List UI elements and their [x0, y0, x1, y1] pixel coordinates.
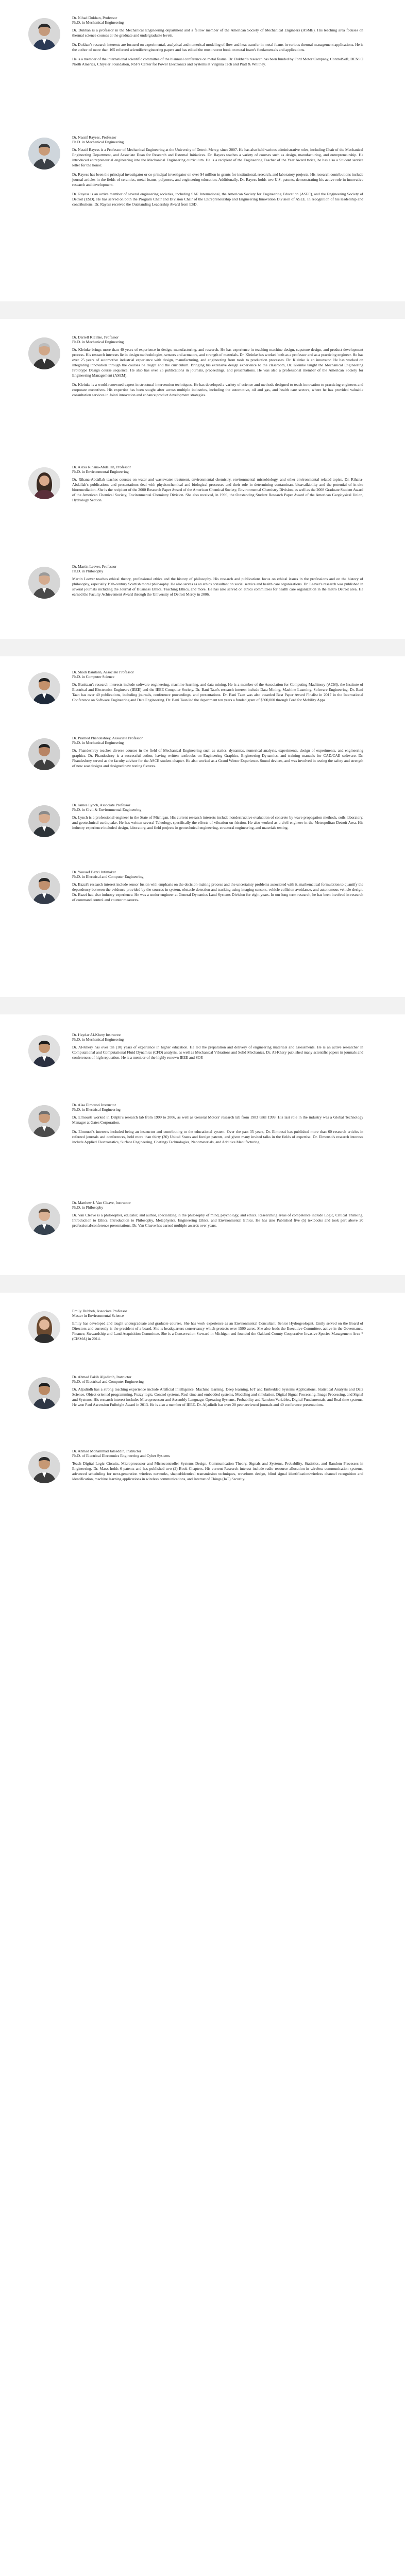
faculty-degree: Ph.D. in Civil & Environmental Engineering — [72, 807, 142, 812]
avatar — [28, 1203, 60, 1235]
section-divider — [0, 639, 405, 656]
faculty-degree: Ph.D. in Mechanical Engineering — [72, 740, 124, 745]
faculty-degree: Ph.D. in Mechanical Engineering — [72, 1037, 124, 1042]
faculty-name: Dr. Ahmad Fakih Aljadirdh, Instructor — [72, 1375, 131, 1379]
bio-paragraph: Emily has developed and taught undergraduate and graduate courses. She has work experience as an Environmental Consultant, Senior Hydrogeologist. Emily served on the Board of Directors and currently is the president of a board. She is headquarters conservancy which protects over 1500 acres. She also leads the Executive Committee, active in the Governance, Finance, Stewardship and Land Acquisition Committee. She is a Conservation Steward in Michigan and founded the Oakland County Cooperative Invasive Species Management Area *(CISMA) in 2014. — [72, 1321, 363, 1341]
faculty-bio — [72, 1461, 363, 1482]
faculty-bio — [72, 1321, 363, 1342]
faculty-degree: Ph.D. of Electrical Electronics Engineering and Cyber Systems — [72, 1453, 170, 1458]
faculty-degree: Ph.D. in Philosophy — [72, 569, 104, 573]
faculty-name: Emily Dubbeh, Associate Professor — [72, 1309, 127, 1313]
section-divider — [0, 1275, 405, 1293]
faculty-info — [72, 135, 363, 211]
faculty-bio — [72, 347, 363, 398]
faculty-degree: Master in Environmental Science — [72, 1313, 124, 1318]
faculty-name: Dr. Alexa Rihana-Abdallah, Professor — [72, 465, 131, 469]
bio-paragraph: Dr. Banitaan's research interests include software engineering, machine learning, and data mining. He is a member of the Association for Computing Machinery (ACM), the Institute of Electrical and Electronics Engineers (IEEE) and the IEEE Computer Society. Dr. Bani Taan's research interest include Data Mining, Machine Learning, Software Engineering. Dr. Bani Taan has over 40 publications, including journals, conference proceedings, and presentations. Dr. Bani Taan was also awarded Best Paper Award Finalist in 2017 in the International Conference on Software Engineering and Data Engineering. Dr. Bani Taan led the department ten years a funded grant of $300,000 through Ford for Mobility Apps. — [72, 682, 363, 702]
faculty-info — [72, 870, 363, 907]
avatar — [28, 1105, 60, 1137]
faculty-info — [72, 335, 363, 402]
faculty-degree: Ph.D. in Computer Science — [72, 674, 114, 679]
faculty-name: Dr. Pramod Phandeshrey, Associate Professor — [72, 736, 143, 740]
section-divider — [0, 301, 405, 319]
faculty-bio — [72, 577, 363, 597]
faculty-degree: Ph.D. in Mechanical Engineering — [72, 140, 124, 144]
faculty-info — [72, 15, 363, 71]
faculty-bio — [72, 748, 363, 769]
faculty-bio — [72, 28, 363, 67]
section-divider — [0, 997, 405, 1014]
faculty-name: Dr. Nassif Rayess, Professor — [72, 135, 116, 140]
bio-paragraph: Dr. Nassif Rayess is a Professor of Mechanical Engineering at the University of Detroit Mercy, since 2007. He has also held various administrative roles, including Chair of the Mechanical Engineering Department, and Associate Dean for Research and External Initiatives. Dr. Rayess teaches a variety of courses such as design, manufacturing, and entrepreneurship. He introduced entrepreneurial engineering into the Mechanical Engineering curriculum. He is a recipient of the Engineering Teacher of the Year Award twice, he has also a Student service letter for the honor. — [72, 147, 363, 167]
faculty-name: Dr. Darrell Kleinke, Professor — [72, 335, 119, 340]
avatar — [28, 18, 60, 50]
bio-paragraph: Dr. Rayess has been the principal investigator or co-principal investigator on over $4 million in grants for institutional, research, and laboratory projects. His research contributions include journal articles in the fields of ceramics, metal foams, polymers, and engineering education. Additionally, Dr. Rayess holds two U.S. patents, demonstrating his active role in innovative research and development. — [72, 172, 363, 187]
bio-paragraph: Dr. Elmousti worked in Delphi's research lab from 1999 to 2006, as well as General Motors' research lab from 1983 until 1999. His last role in the industry was a Global Technology Manager at Gates Corporation. — [72, 1115, 363, 1125]
bio-paragraph: Dr. Dukhan's research interests are focused on experimental, analytical and numerical modeling of flow and heat transfer in metal foams in various thermal management applications. He is the author of more than 165 refereed scientific/engineering papers and has edited the most recent book on metal foam's fundamentals and applications. — [72, 42, 363, 52]
faculty-degree: Ph.D. in Environmental Engineering — [72, 469, 129, 474]
faculty-name: Dr. Ahmad Mohammad Jalaeddin, Instructor — [72, 1449, 142, 1453]
avatar — [28, 1377, 60, 1409]
bio-paragraph: Dr. Bazzi's research interest include sensor fusion with emphasis on the decision-making process and the uncertainty problems associated with it, mathematical formulation to quantify the dependency between the evidence provided by the sources in system, obstacle detection and tracking using imaging sensors, vehicle collision avoidance, and autonomous vehicle design. Dr. Bazzi had also industry experience. He was a senior engineer at General Dynamics Land Systems Division for eight years. In our long term research, he has been involved in research of command control and counter measures. — [72, 882, 363, 902]
faculty-degree: Ph.D. in Mechanical Engineering — [72, 20, 124, 25]
avatar — [28, 805, 60, 837]
faculty-name: Dr. Alaa Elmousti Instructor — [72, 1103, 116, 1107]
bio-paragraph: Dr. Al-Khery has over ten (10) years of experience in higher education. He led the preparation and delivery of engineering materials and assessments. He is an active researcher in Computational and Computational Fluid Dynamics (CFD) analysis, as well as Mechanical Vibrations and Solid Mechanics. Dr. Al-Khery published many scientific papers in journals and conferences of high reputation. He is a member of the highly renown IEEE and SOP. — [72, 1045, 363, 1060]
faculty-info — [72, 803, 363, 835]
bio-paragraph: Dr. Dukhan is a professor in the Mechanical Engineering department and a fellow member of the American Society of Mechanical Engineers (ASME). His teaching area focuses on thermal science courses at the graduate and undergraduate levels. — [72, 28, 363, 38]
faculty-bio — [72, 1045, 363, 1060]
faculty-info — [72, 1309, 363, 1346]
bio-paragraph: He is a member of the international scientific committee of the biannual conference on metal foams. Dr. Dukhan's research has been funded by Ford Motor Company, ControlSoft, DENSO North America, Chrysler Foundation, NSF's Center for Power Electronics and Systems at Virginia Tech and Pratt & Whitney. — [72, 57, 363, 66]
avatar — [28, 1311, 60, 1343]
avatar — [28, 872, 60, 904]
faculty-bio — [72, 1213, 363, 1228]
faculty-degree: Ph.D. in Electrical Engineering — [72, 1107, 121, 1112]
bio-paragraph: Dr. Lynch is a professional engineer in the State of Michigan. His current research interests include nondestructive evaluation of concrete by wave propagation methods, soils laboratory, and geotechnical earthquake. He has written several Teleology, specifically the effects of vibration on friction. He also worked as a civil engineer in the Metropolitan Detroit Area. His industry experience included design, laboratory, and field projects in geotechnical engineering, structural engineering, and materials testing. — [72, 815, 363, 830]
bio-paragraph: Dr. Elmousti's interests included being an instructor and contributing to the educational system. Over the past 35 years, Dr. Elmousti has published more than 60 research articles in refereed journals and conferences, held more than thirty (30) United States and foreign patents, and given many invited talks in the fields of expertise. Dr. Elmousti's research interests include Applied Electrostatics, Surface Engineering, Coatings Technologies, Nanomaterials, and Additive Manufacturing. — [72, 1129, 363, 1144]
bio-paragraph: Dr. Kleinke brings more than 40 years of experience in design, manufacturing, and research. He has experience in teaching machine design, capstone design, and product development process. His research interests lie in design methodologies, sensors and actuators, and strength of materials. Dr. Kleinke has worked both as a professor and as a practicing engineer. He has over 25 years of automotive industrial experience with design, manufacturing, and engineering from tools to production processes. Dr. Kleinke is an innovator. He has worked on integrating innovation through the courses he taught and the curriculum. Bringing his extensive design experience to the classroom, Dr. Kleinke taught the Mechanical Engineering Prototype Design course sequence. He also has over 25 publications in journals, proceedings, and presentations. He was also a professional member of the American Society for Engineering Management (ASEM). — [72, 347, 363, 378]
faculty-name: Dr. Shadi Banitaan, Associate Professor — [72, 670, 134, 674]
avatar — [28, 467, 60, 499]
faculty-info — [72, 465, 363, 507]
faculty-info — [72, 1032, 363, 1064]
faculty-info — [72, 1449, 363, 1486]
bio-paragraph: Dr. Van Cleave is a philosopher, educator, and author, specializing in the philosophy of mind, psychology, and ethics. Researching areas of competence include Logic, Critical Thinking, Introduction to Ethics, Introduction to Philosophy, Metaphysics, Engineering Ethics, and Environmental Ethics. He has also Published five (5) textbooks and took part above 20 professional/conference presentations. Dr. Van Cleave has earned multiple awards over years. — [72, 1213, 363, 1228]
faculty-name: Dr. James Lynch, Associate Professor — [72, 803, 130, 807]
faculty-degree: Ph.D. in Electrical and Computer Engineering — [72, 874, 144, 879]
faculty-bio — [72, 147, 363, 207]
bio-paragraph: Dr. Rayess is an active member of several engineering societies, including SAE International, the American Society for Engineering Education (ASEE), and the Engineering Society of Detroit (ESD). He has served on both the Program Chair and Division Chair of the Entrepreneurship and Engineering Innovation Division of ASEE. In recognition of his leadership and contributions, Dr. Rayess received the Outstanding Leadership Award from ESD. — [72, 192, 363, 207]
avatar — [28, 337, 60, 369]
bio-paragraph: Dr. Rihana-Abdallah teaches courses on water and wastewater treatment, environmental chemistry, environmental microbiology, and other environmental related topics. Dr. Rihana-Abdallah's publications and presentations deal with physicochemical and biological processes and their role in determining contaminant bioavailability and the potential of in-situ bioremediation. She is the recipient of the 2000 Research Paper Award of the American Chemical Society, Environmental Chemistry Division, as well as the 2008 Graduate Student Award of the American Chemical Society, Environmental Chemistry Division. She also received, in 1996, the Outstanding Student Research Paper Award of the American Geophysical Union, Hydrology Section. — [72, 477, 363, 502]
avatar — [28, 738, 60, 770]
avatar — [28, 567, 60, 599]
bio-paragraph: Dr. Kleinke is a world-renowned expert in structural intervention techniques. He has developed a variety of science and methods designed to teach innovation to practicing engineers and corporate executives. His expertise has been sought after across multiple industries, including the automotive, oil and gas, and health care sectors, where he has provided valuable consultation services in Jointi innovation and enhance product development strategies. — [72, 382, 363, 397]
faculty-name: Dr. Matthew J. Van Cleave, Instructor — [72, 1200, 131, 1205]
faculty-name: Dr. Youssef Bazzi Intimaker — [72, 870, 116, 874]
bio-paragraph: Martin Leever teaches ethical theory, professional ethics and the history of philosophy. His research and publications focus on ethical issues in the professions and on the history of philosophy, especially 19th-century Scottish moral philosophy. He also serves as an ethics consultant on social service and health care organizations. Dr. Leever's research was published in several journals including the Journal of Business Ethics, Teaching Ethics, and more. He has also served on ethics committees for health care organization in the metro Detroit area. He earned the Faculty Achievement Award through the University of Detroit Mercy in 2006. — [72, 577, 363, 597]
bio-paragraph: Dr. Phandeshrey teaches diverse courses in the field of Mechanical Engineering such as statics, dynamics, numerical analysis, experiments, design of experiments, and engineering graphics. Dr. Phandeshrey is a successful author, having written textbooks on Engineering Graphics, Engineering Dynamics, and training manuals for CAD/CAE software. Dr. Phandeshrey served as the faculty advisor for the ASCE student chapter. He also worked as a Grand Winter Experience. Sound devices, and was involved in testing the safety and strength of new seat designs and designed new testing fixtures. — [72, 748, 363, 768]
faculty-name: Dr. Martin Leever, Professor — [72, 564, 117, 569]
faculty-info — [72, 564, 363, 601]
faculty-degree: Ph.D. in Philosophy — [72, 1205, 104, 1210]
faculty-bio — [72, 1387, 363, 1408]
avatar — [28, 1035, 60, 1067]
avatar — [28, 1451, 60, 1483]
faculty-bio — [72, 682, 363, 703]
faculty-name: Dr. Nihad Dukhan, Professor — [72, 15, 117, 20]
faculty-degree: Ph.D. of Electrical and Computer Engineering — [72, 1379, 144, 1384]
bio-paragraph: Teach Digital Logic Circuits, Microprocessor and Microcontroller Systems Design, Communication Theory, Signals and Systems, Probability, Statistics, and Random Processes in Engineering. Dr. Maxx holds 6 patents and has published two (2) Book Chapters. His current Research interest include radio resource allocation in wireless communication systems, advanced scheduling for next-generation wireless networks, shaped/identical transmission techniques, waveform design, blind signal identification/wireless channel recognition and identification, machine learning applications in wireless communications, and Internet of Things (IoT) Security. — [72, 1461, 363, 1481]
faculty-info — [72, 1103, 363, 1149]
faculty-bio — [72, 815, 363, 831]
faculty-info — [72, 736, 363, 773]
avatar — [28, 138, 60, 170]
faculty-bio — [72, 882, 363, 903]
faculty-info — [72, 1375, 363, 1412]
faculty-bio — [72, 1115, 363, 1145]
faculty-bio — [72, 477, 363, 503]
faculty-info — [72, 670, 363, 707]
avatar — [28, 672, 60, 704]
faculty-degree: Ph.D. in Mechanical Engineering — [72, 340, 124, 344]
faculty-info — [72, 1200, 363, 1232]
faculty-name: Dr. Haydar Al-Khery Instructor — [72, 1032, 121, 1037]
bio-paragraph: Dr. Aljadirdh has a strong teaching experience include Artificial Intelligence, Machine learning, Deep learning, IoT and Embedded Systems Applications, Statistical Analysis and Data Science, Object oriented programming, Fuzzy logic, Control systems, Real-time and embedded systems, Modeling and simulation, Digital Signal Processing, Image Processing, and Signal and Systems. His research interest includes Microprocessor and Assembly Language, Operating Systems, Probability and Random Variables, Digital Fundamentals, and Real-time systems. He won Paul Ascension Fulbright Award in 2013. He is also a member of IEEE. Dr. Aljadirdh has over 20 peer-reviewed journals and 40 conference presentations. — [72, 1387, 363, 1407]
